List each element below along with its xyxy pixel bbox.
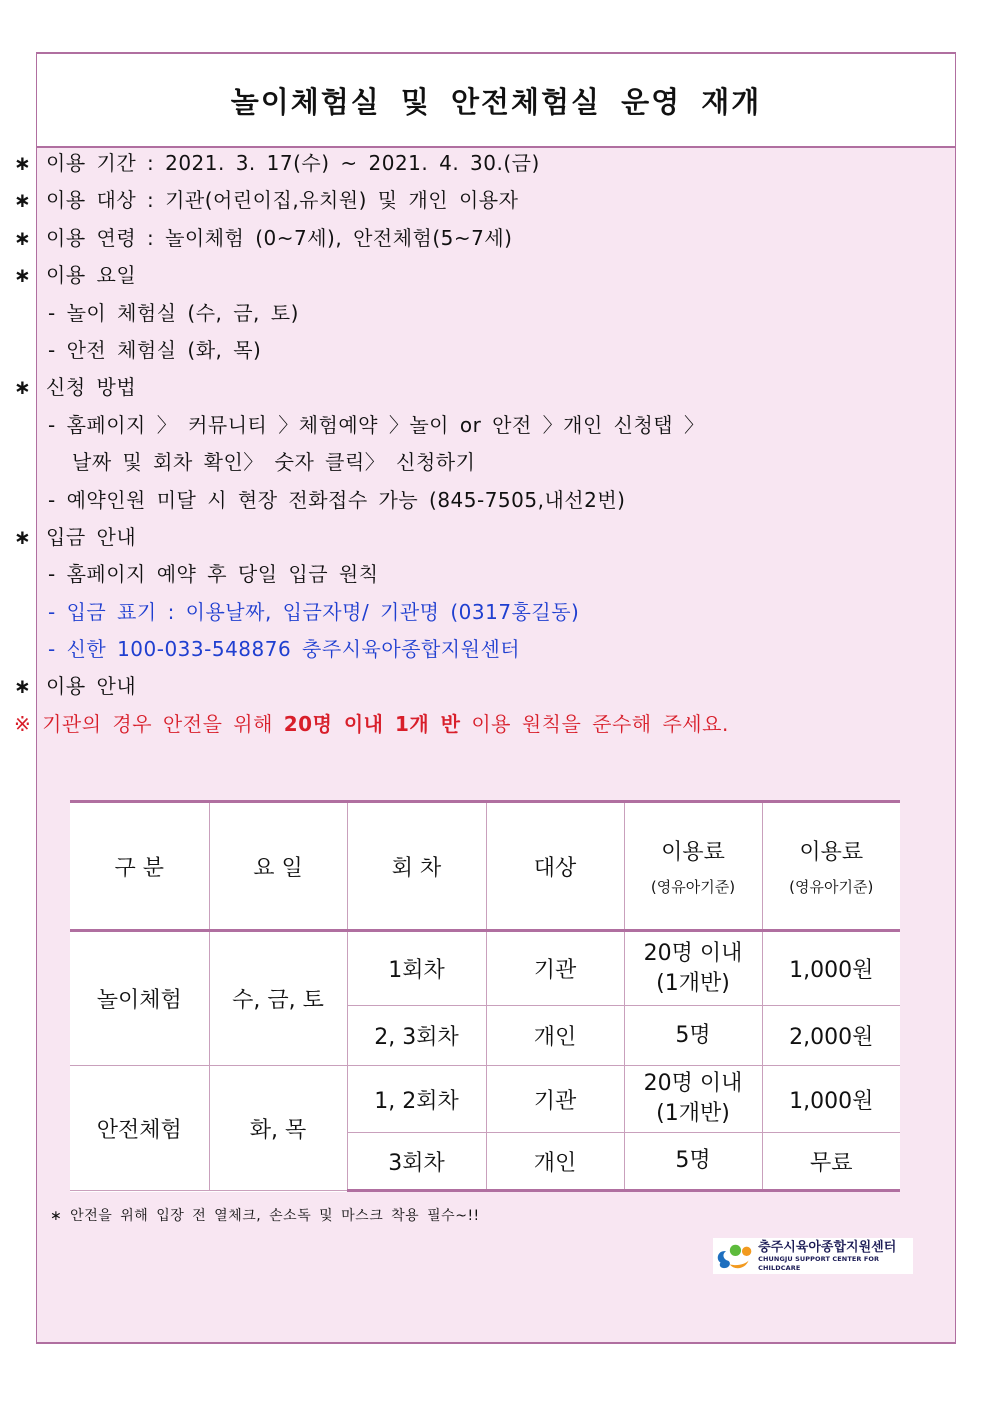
title-box bbox=[37, 54, 955, 148]
session-cell: 1회차 bbox=[347, 931, 486, 1006]
limit-cell: 5명 bbox=[624, 1133, 762, 1191]
apply-step-1: - 홈페이지 〉 커뮤니티 〉체험예약 〉놀이 or 안전 〉개인 신청탭 〉 bbox=[48, 412, 705, 437]
session-cell: 3회차 bbox=[347, 1133, 486, 1191]
apply-line: ∗ 신청 방법 bbox=[14, 369, 904, 406]
safety-category: 안전체험 bbox=[70, 1066, 209, 1191]
center-logo-text bbox=[758, 1240, 913, 1273]
fee-cell: 1,000원 bbox=[762, 1066, 900, 1133]
header-target: 대상 bbox=[486, 802, 624, 931]
safety-footnote: ∗ 안전을 위해 입장 전 열체크, 손소독 및 마스크 착용 필수~!! bbox=[50, 1208, 480, 1224]
fee-cell: 무료 bbox=[762, 1133, 900, 1191]
table-header-row bbox=[70, 802, 900, 931]
fee-cell: 1,000원 bbox=[762, 931, 900, 1006]
bullet-star: ∗ bbox=[14, 263, 32, 288]
deposit-step-2: - 입금 표기 : 이용날짜, 입금자명/ 기관명 (0317홍길동) bbox=[48, 599, 580, 624]
header-day: 요 일 bbox=[209, 802, 347, 931]
logo-name-en: CHUNGJU SUPPORT CENTER FOR CHILDCARE bbox=[758, 1254, 880, 1272]
bullet-star: ∗ bbox=[14, 151, 32, 175]
logo-name-ko: 충주시육아종합지원센터 bbox=[758, 1239, 897, 1255]
bullet-star: ∗ bbox=[14, 225, 32, 250]
target-line: ∗ 이용 대상 : 기관(어린이집,유치원) 및 개인 이용자 bbox=[14, 182, 904, 219]
session-cell: 2, 3회차 bbox=[347, 1006, 486, 1066]
header-session: 회 차 bbox=[347, 802, 486, 931]
notice-emphasis: 20명 이내 1개 반 bbox=[283, 711, 461, 736]
table-row bbox=[70, 931, 900, 1006]
target-cell: 기관 bbox=[486, 1066, 624, 1133]
header-fee-b: 이용료 (영유아기준) bbox=[762, 802, 900, 931]
days-safety-line: - 안전 체험실 (화, 목) bbox=[48, 337, 262, 362]
days-play-line: - 놀이 체험실 (수, 금, 토) bbox=[48, 300, 299, 325]
target-cell: 기관 bbox=[486, 931, 624, 1006]
bullet-star: ∗ bbox=[14, 188, 32, 213]
apply-step-2: 날짜 및 회차 확인〉 숫자 클릭〉 신청하기 bbox=[72, 450, 476, 475]
limit-cell: 20명 이내 (1개반) bbox=[624, 931, 762, 1006]
play-category: 놀이체험 bbox=[70, 931, 209, 1066]
table-row bbox=[70, 1066, 900, 1133]
bullet-star: ∗ bbox=[14, 524, 32, 549]
center-logo bbox=[713, 1238, 913, 1274]
header-fee-a: 이용료 (영유아기준) bbox=[624, 802, 762, 931]
deposit-step-1: - 홈페이지 예약 후 당일 입금 원칙 bbox=[48, 562, 379, 587]
target-cell: 개인 bbox=[486, 1133, 624, 1191]
deposit-line: ∗ 입금 안내 bbox=[14, 519, 904, 556]
limit-cell: 20명 이내 (1개반) bbox=[624, 1066, 762, 1133]
target-cell: 개인 bbox=[486, 1006, 624, 1066]
center-logo-mark bbox=[713, 1239, 754, 1273]
limit-cell: 5명 bbox=[624, 1006, 762, 1066]
notice-line: ※ 기관의 경우 안전을 위해 20명 이내 1개 반 이용 원칙을 준수해 주세요. bbox=[14, 711, 729, 736]
apply-step-3: - 예약인원 미달 시 현장 전화접수 가능 (845-7505,내선2번) bbox=[48, 487, 626, 512]
days-line: ∗ 이용 요일 bbox=[14, 257, 904, 294]
deposit-account: - 신한 100-033-548876 충주시육아종합지원센터 bbox=[48, 637, 521, 662]
page-title: 놀이체험실 및 안전체험실 운영 재개 bbox=[230, 84, 762, 119]
period-line: ∗ 이용 기간 : 2021. 3. 17(수) ~ 2021. 4. 30.(금) bbox=[14, 145, 904, 182]
play-days: 수, 금, 토 bbox=[209, 931, 347, 1066]
header-category: 구 분 bbox=[70, 802, 209, 931]
notice-content bbox=[14, 145, 904, 743]
session-cell: 1, 2회차 bbox=[347, 1066, 486, 1133]
guide-line: ∗ 이용 안내 bbox=[14, 668, 904, 705]
age-line: ∗ 이용 연령 : 놀이체험 (0~7세), 안전체험(5~7세) bbox=[14, 220, 904, 257]
bullet-star: ∗ bbox=[14, 375, 32, 400]
fee-cell: 2,000원 bbox=[762, 1006, 900, 1066]
safety-days: 화, 목 bbox=[209, 1066, 347, 1191]
bullet-star: ∗ bbox=[14, 674, 32, 699]
fee-table bbox=[70, 800, 900, 1192]
